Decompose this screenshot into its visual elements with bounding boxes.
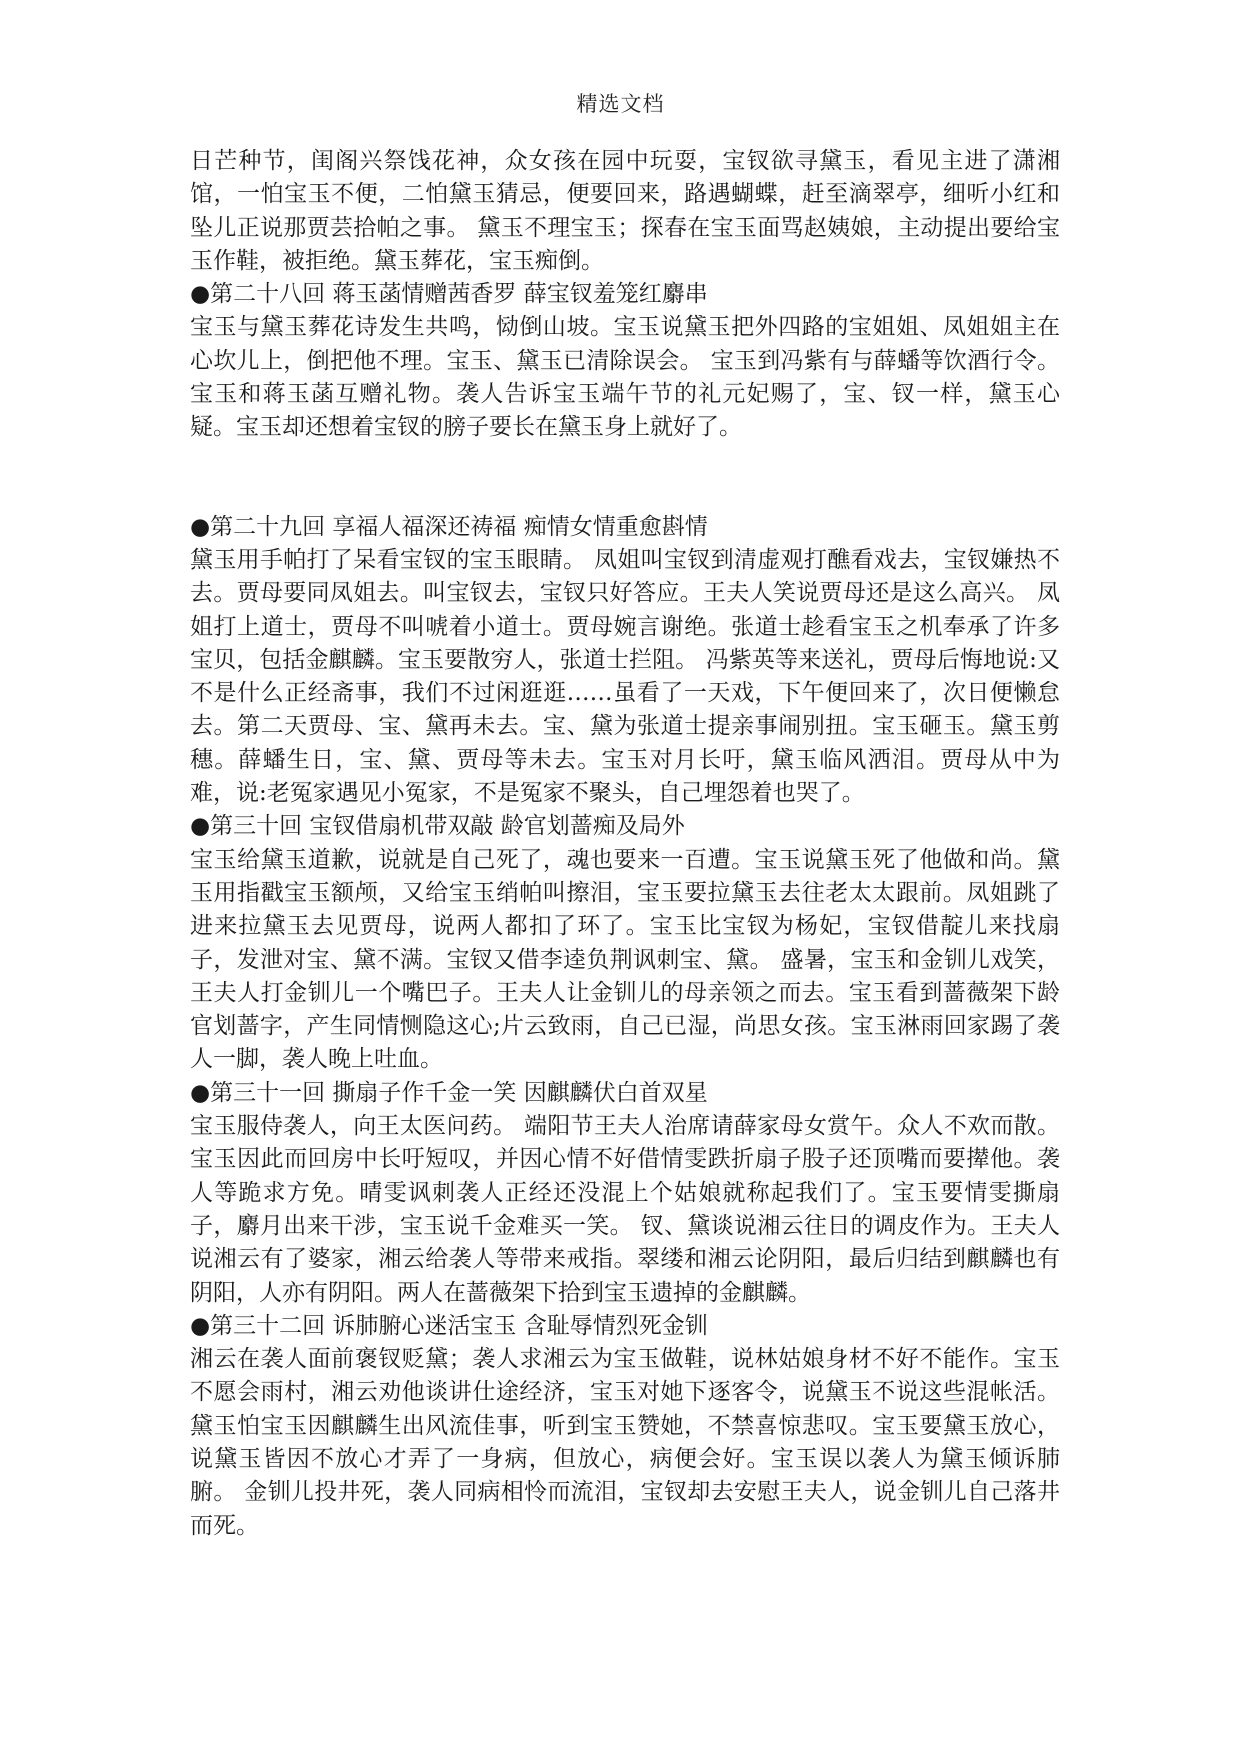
chapter-29-heading: ●第二十九回 享福人福深还祷福 痴情女情重愈斟情 xyxy=(190,513,708,540)
paragraph-chapter-28-summary: 宝玉与黛玉葬花诗发生共鸣，恸倒山坡。宝玉说黛玉把外四路的宝姐姐、凤姐姐主在心坎儿上，倒把他不理。宝玉、黛玉已清除误会。 宝玉到冯紫有与薛蟠等饮酒行令。宝玉和蒋玉菡互赠礼物。袭人告诉宝玉端午节的礼元妃赐了，宝、钗一样，黛玉心疑。宝玉却还想着宝钗的膀子要长在黛玉身上就好了。 xyxy=(190,314,1060,441)
paragraph-chapter-31-summary: 宝玉服侍袭人，向王太医问药。 端阳节王夫人治席请薛家母女赏午。众人不欢而散。宝玉因此而回房中长吁短叹，并因心情不好借情雯跌折扇子股子还顶嘴而要撵他。袭人等跪求方免。晴雯讽刺袭人正经还没混上个姑娘就称起我们了。宝玉要情雯撕扇子，麝月出来干涉，宝玉说千金难买一笑。 钗、黛谈说湘云往日的调皮作为。王夫人说湘云有了婆家，湘云给袭人等带来戒指。翠缕和湘云论阴阳，最后归结到麒麟也有阴阳，人亦有阴阳。两人在蔷薇架下拾到宝玉遗掉的金麒麟。 xyxy=(190,1113,1060,1306)
section-gap xyxy=(190,445,1060,511)
paragraph-chapter-29-summary: 黛玉用手帕打了呆看宝钗的宝玉眼睛。 凤姐叫宝钗到清虚观打醮看戏去，宝钗嫌热不去。贾母要同凤姐去。叫宝钗去，宝钗只好答应。王夫人笑说贾母还是这么高兴。 凤姐打上道士，贾母不叫唬着小道士。贾母婉言谢绝。张道士趁看宝玉之机奉承了许多宝贝，包括金麒麟。宝玉要散穷人，张道士拦阻。 冯紫英等来送礼，贾母后悔地说:又不是什么正经斋事，我们不过闲逛逛……虽看了一天戏，下午便回来了，次日便懒怠去。第二天贾母、宝、黛再未去。宝、黛为张道士提亲事闹别扭。宝玉砸玉。黛玉剪穗。薛蟠生日，宝、黛、贾母等未去。宝玉对月长吁，黛玉临风洒泪。贾母从中为难，说:老冤家遇见小冤家，不是冤家不聚头，自己埋怨着也哭了。 xyxy=(190,546,1060,807)
page-header: 精选文档 xyxy=(576,92,665,116)
paragraph-chapter-32-summary: 湘云在袭人面前褒钗贬黛；袭人求湘云为宝玉做鞋，说林姑娘身材不好不能作。宝玉不愿会雨村，湘云劝他谈讲仕途经济，宝玉对她下逐客令，说黛玉不说这些混帐活。黛玉怕宝玉因麒麟生出风流佳事，听到宝玉赞她，不禁喜惊悲叹。宝玉要黛玉放心，说黛玉皆因不放心才弄了一身病，但放心，病便会好。宝玉误以袭人为黛玉倾诉肺腑。 金钏儿投井死，袭人同病相怜而流泪，宝钗却去安慰王夫人，说金钏儿自己落井而死。 xyxy=(190,1346,1060,1539)
document-body xyxy=(190,145,1060,1543)
paragraph-chapter-30-summary: 宝玉给黛玉道歉，说就是自己死了，魂也要来一百遭。宝玉说黛玉死了他做和尚。黛玉用指戳宝玉额颅，又给宝玉绡帕叫擦泪，宝玉要拉黛玉去往老太太跟前。凤姐跳了进来拉黛玉去见贾母，说两人都扣了环了。宝玉比宝钗为杨妃，宝钗借靛儿来找扇子，发泄对宝、黛不满。宝钗又借李逵负荆讽刺宝、黛。 盛暑，宝玉和金钏儿戏笑，王夫人打金钏儿一个嘴巴子。王夫人让金钏儿的母亲领之而去。宝玉看到蔷薇架下龄官划蔷字，产生同情恻隐这心;片云致雨，自己已湿，尚思女孩。宝玉淋雨回家踢了袭人一脚，袭人晚上吐血。 xyxy=(190,846,1060,1073)
chapter-32-heading: ●第三十二回 诉肺腑心迷活宝玉 含耻辱情烈死金钏 xyxy=(190,1312,708,1339)
paragraph-chapter-27-summary: 日芒种节，闺阁兴祭饯花神，众女孩在园中玩耍，宝钗欲寻黛玉，看见主进了潇湘馆，一怕宝玉不便，二怕黛玉猜忌，便要回来，路遇蝴蝶，赶至滴翠亭，细听小红和坠儿正说那贾芸拾帕之事。 黛玉不理宝玉；探春在宝玉面骂赵姨娘，主动提出要给宝玉作鞋，被拒绝。黛玉葬花，宝玉痴倒。 xyxy=(190,148,1060,274)
chapter-28-heading: ●第二十八回 蒋玉菡情赠茜香罗 薛宝钗羞笼红麝串 xyxy=(190,281,708,308)
chapter-31-heading: ●第三十一回 撕扇子作千金一笑 因麒麟伏白首双星 xyxy=(190,1079,708,1106)
chapter-30-heading: ●第三十回 宝钗借扇机带双敲 龄官划蔷痴及局外 xyxy=(190,813,685,840)
